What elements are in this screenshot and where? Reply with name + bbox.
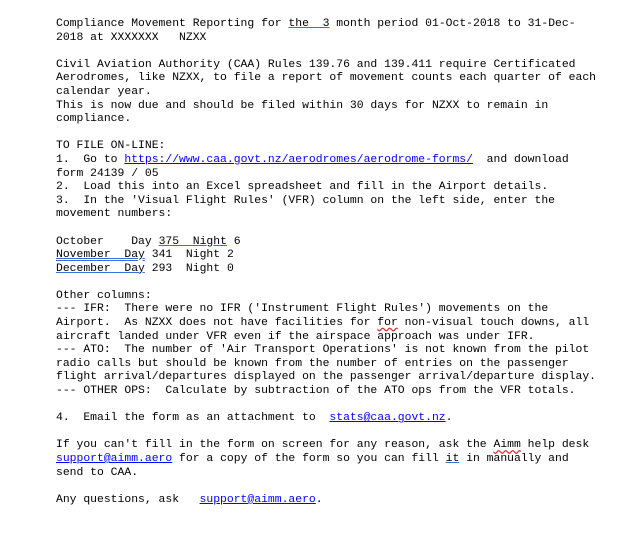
help-it-word: it bbox=[445, 453, 460, 465]
heading-prefix: Compliance Movement Reporting for bbox=[56, 18, 289, 30]
questions-email-link[interactable]: support@aimm.aero bbox=[199, 493, 316, 506]
help-mid: help desk bbox=[520, 439, 603, 452]
night-value: 0 bbox=[226, 262, 234, 275]
ato-note: --- ATO: The number of 'Air Transport Operations' is not known from the pilot radio calls but should be known from the number of entries on the passenger flight arrival/departures displayed on the passenger arrival/departure display. bbox=[56, 344, 597, 384]
movement-table bbox=[56, 236, 601, 277]
step-4-suffix: . bbox=[445, 412, 453, 425]
step-1-suffix: and download form 24139 / 05 bbox=[56, 153, 576, 180]
help-end: in manually and send to CAA. bbox=[56, 453, 576, 479]
intro-paragraph: Civil Aviation Authority (CAA) Rules 139.76 and 139.411 require Certificated Aerodromes, like NZXX, to file a report of movement counts each quarter of each calendar year. bbox=[56, 58, 603, 98]
heading-the-word: the bbox=[288, 18, 309, 30]
spellcheck-for: for bbox=[377, 317, 398, 330]
movement-pad bbox=[111, 249, 118, 261]
step-4-prefix: 4. Email the form as an attachment to bbox=[56, 412, 330, 425]
online-heading: TO FILE ON-LINE: bbox=[56, 140, 166, 153]
caa-forms-link[interactable]: https://www.caa.govt.nz/aerodromes/aerodrome-forms/ bbox=[124, 153, 473, 166]
spellcheck-aimm: Aimm bbox=[493, 439, 521, 452]
day-value: 375 bbox=[158, 235, 180, 248]
night-label: Night bbox=[185, 249, 221, 262]
help-paragraph bbox=[56, 439, 601, 480]
questions-prefix: Any questions, ask bbox=[56, 493, 200, 506]
questions-line bbox=[56, 494, 601, 508]
movement-row-december bbox=[56, 263, 601, 277]
ifr-note bbox=[56, 303, 601, 344]
step-2: 2. Load this into an Excel spreadsheet and fill in the Airport details. bbox=[56, 181, 549, 194]
movement-row-november bbox=[56, 249, 601, 263]
support-email-link[interactable]: support@aimm.aero bbox=[56, 453, 173, 465]
night-label: Night bbox=[192, 235, 227, 248]
night-value: 2 bbox=[226, 249, 234, 262]
report-heading bbox=[56, 18, 601, 45]
day-label: Day bbox=[124, 262, 145, 275]
other-columns-heading: Other columns: bbox=[56, 289, 152, 302]
ifr-text: --- IFR: There were no IFR ('Instrument Flight Rules') movements on the Airport. As NZXX does not have facilities for bbox=[56, 303, 555, 330]
message-content bbox=[56, 18, 601, 507]
step-4 bbox=[56, 412, 601, 426]
movement-row-october bbox=[56, 236, 601, 250]
intro-due-paragraph: This is now due and should be filed within 30 days for NZXX to remain in compliance. bbox=[56, 99, 555, 126]
night-value: 6 bbox=[233, 235, 241, 248]
other-ops-note: --- OTHER OPS: Calculate by subtraction of the ATO ops from the VFR totals. bbox=[56, 385, 576, 398]
step-3: 3. In the 'Visual Flight Rules' (VFR) column on the left side, enter the movement numbers: bbox=[56, 194, 562, 221]
step-1 bbox=[56, 154, 601, 181]
movement-month: December bbox=[56, 262, 111, 275]
questions-suffix: . bbox=[315, 493, 323, 506]
day-value: 341 bbox=[151, 249, 173, 262]
movement-month: November bbox=[56, 249, 111, 262]
day-label: Day bbox=[131, 235, 152, 248]
heading-period: month period 01-Oct-2018 to 31-Dec-2018 at XXXXXXX NZXX bbox=[56, 18, 576, 44]
movement-month: October bbox=[56, 235, 104, 248]
help-suffix: for a copy of the form so you can fill bbox=[172, 453, 446, 465]
step-1-prefix: 1. Go to bbox=[56, 153, 125, 166]
heading-months: 3 bbox=[322, 18, 330, 30]
help-prefix: If you can't fill in the form on screen for any reason, ask the bbox=[56, 439, 494, 452]
night-label: Night bbox=[185, 262, 221, 275]
ifr-text-end: non-visual touch downs, all aircraft landed under VFR even if the airspace approach was under IFR. bbox=[56, 317, 597, 343]
stats-email-link[interactable]: stats@caa.govt.nz bbox=[329, 412, 446, 425]
movement-pad bbox=[104, 236, 118, 248]
day-label: Day bbox=[124, 249, 145, 262]
heading-gap bbox=[309, 18, 323, 30]
day-value: 293 bbox=[151, 262, 173, 275]
movement-pad bbox=[111, 263, 118, 275]
